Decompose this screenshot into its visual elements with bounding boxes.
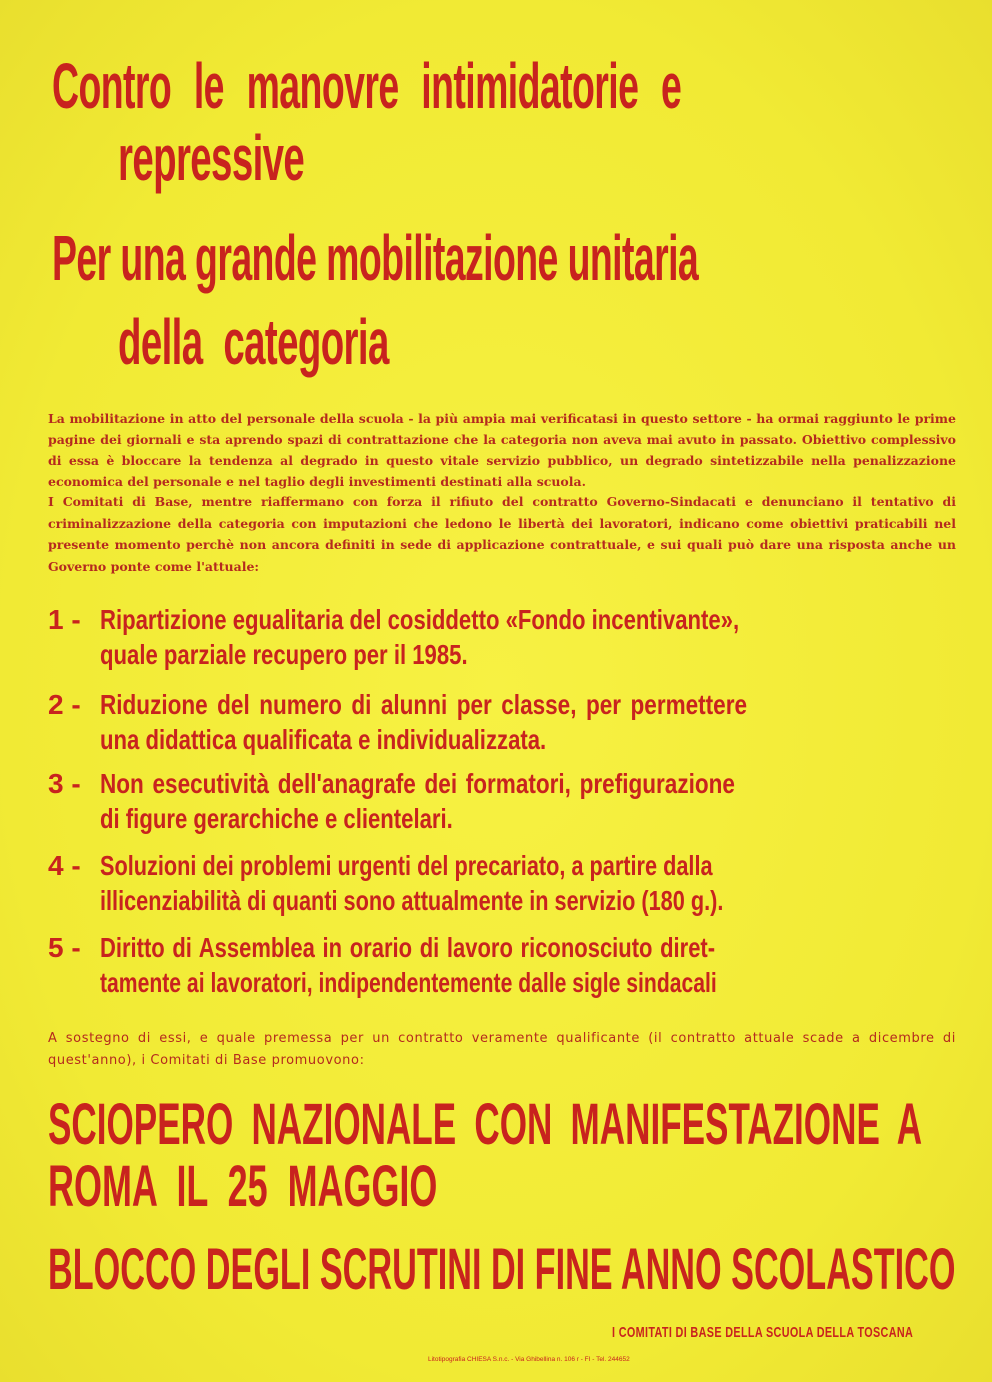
- demand-text-line-2: illicenziabilità di quanti sono attualmente in servizio (180 g.).: [100, 885, 724, 916]
- headline-line-1: Contro le manovre intimidatorie e: [52, 50, 682, 122]
- intro-paragraph-1: La mobilitazione in atto del personale della scuola - la più ampia mai verificatasi in questo settore - ha ormai raggiunto le prime pagine dei giornali e sta aprendo spazi di contrattazione che la categoria non aveva mai avuto in passato. Obiettivo complessivo di essa è bloccare la tendenza al degrado in questo vitale servizio pubblico, un degrado sintetizzabile nella penalizzazione economica del personale e nel taglio degli investimenti destinati alla scuola.: [48, 411, 956, 489]
- support-paragraph: A sostegno di essi, e quale premessa per un contratto veramente qualificante (il contratto attuale scade a dicembre di quest'anno), i Comitati di Base promuovono:: [48, 1031, 956, 1068]
- demand-number: 4 -: [48, 850, 81, 881]
- headline-line-3: Per una grande mobilitazione unitaria: [52, 222, 699, 294]
- strike-headline-line-1: SCIOPERO NAZIONALE CON MANIFESTAZIONE A: [48, 1092, 923, 1157]
- headline-line-2: repressive: [118, 122, 305, 194]
- demand-text-line-1: Ripartizione egualitaria del cosiddetto «Fondo incentivante»,: [100, 604, 740, 635]
- demand-text-line-2: una didattica qualificata e individualizzata.: [100, 724, 547, 755]
- demand-text-line-2: di figure gerarchiche e clientelari.: [100, 803, 453, 834]
- demand-text-line-1: Riduzione del numero di alunni per classe, per permettere: [100, 689, 748, 720]
- printer-imprint: Litotipografia CHIESA S.n.c. - Via Ghibellina n. 106 r - FI - Tel. 244652: [428, 1356, 630, 1363]
- headline-line-4: della categoria: [118, 306, 389, 378]
- demand-number: 5 -: [48, 932, 81, 963]
- demand-number: 2 -: [48, 689, 81, 720]
- demand-number: 3 -: [48, 768, 81, 799]
- block-scrutini-headline: BLOCCO DEGLI SCRUTINI DI FINE ANNO SCOLASTICO: [48, 1237, 956, 1302]
- demand-text-line-1: Soluzioni dei problemi urgenti del precariato, a partire dalla: [100, 850, 713, 881]
- demand-text-line-2: quale parziale recupero per il 1985.: [100, 639, 468, 670]
- demand-text-line-2: tamente ai lavoratori, indipendentemente dalle sigle sindacali: [100, 967, 717, 998]
- strike-headline-line-2: ROMA IL 25 MAGGIO: [48, 1154, 438, 1219]
- demand-text-line-1: Diritto di Assemblea in orario di lavoro riconosciuto diret-: [100, 932, 716, 963]
- demand-text-line-1: Non esecutività dell'anagrafe dei formatori, prefigurazione: [100, 768, 735, 799]
- intro-paragraph-2: I Comitati di Base, mentre riaffermano con forza il rifiuto del contratto Governo-Sindacati e denunciano il tentativo di criminalizzazione della categoria con imputazioni che ledono le libertà dei lavoratori, indicano come obiettivi praticabili nel presente momento perchè non ancora definiti in sede di applicazione contrattuale, e sui quali può dare una risposta anche un Governo ponte come l'attuale:: [48, 494, 956, 574]
- demand-number: 1 -: [48, 604, 81, 635]
- signature: I COMITATI DI BASE DELLA SCUOLA DELLA TOSCANA: [612, 1324, 914, 1341]
